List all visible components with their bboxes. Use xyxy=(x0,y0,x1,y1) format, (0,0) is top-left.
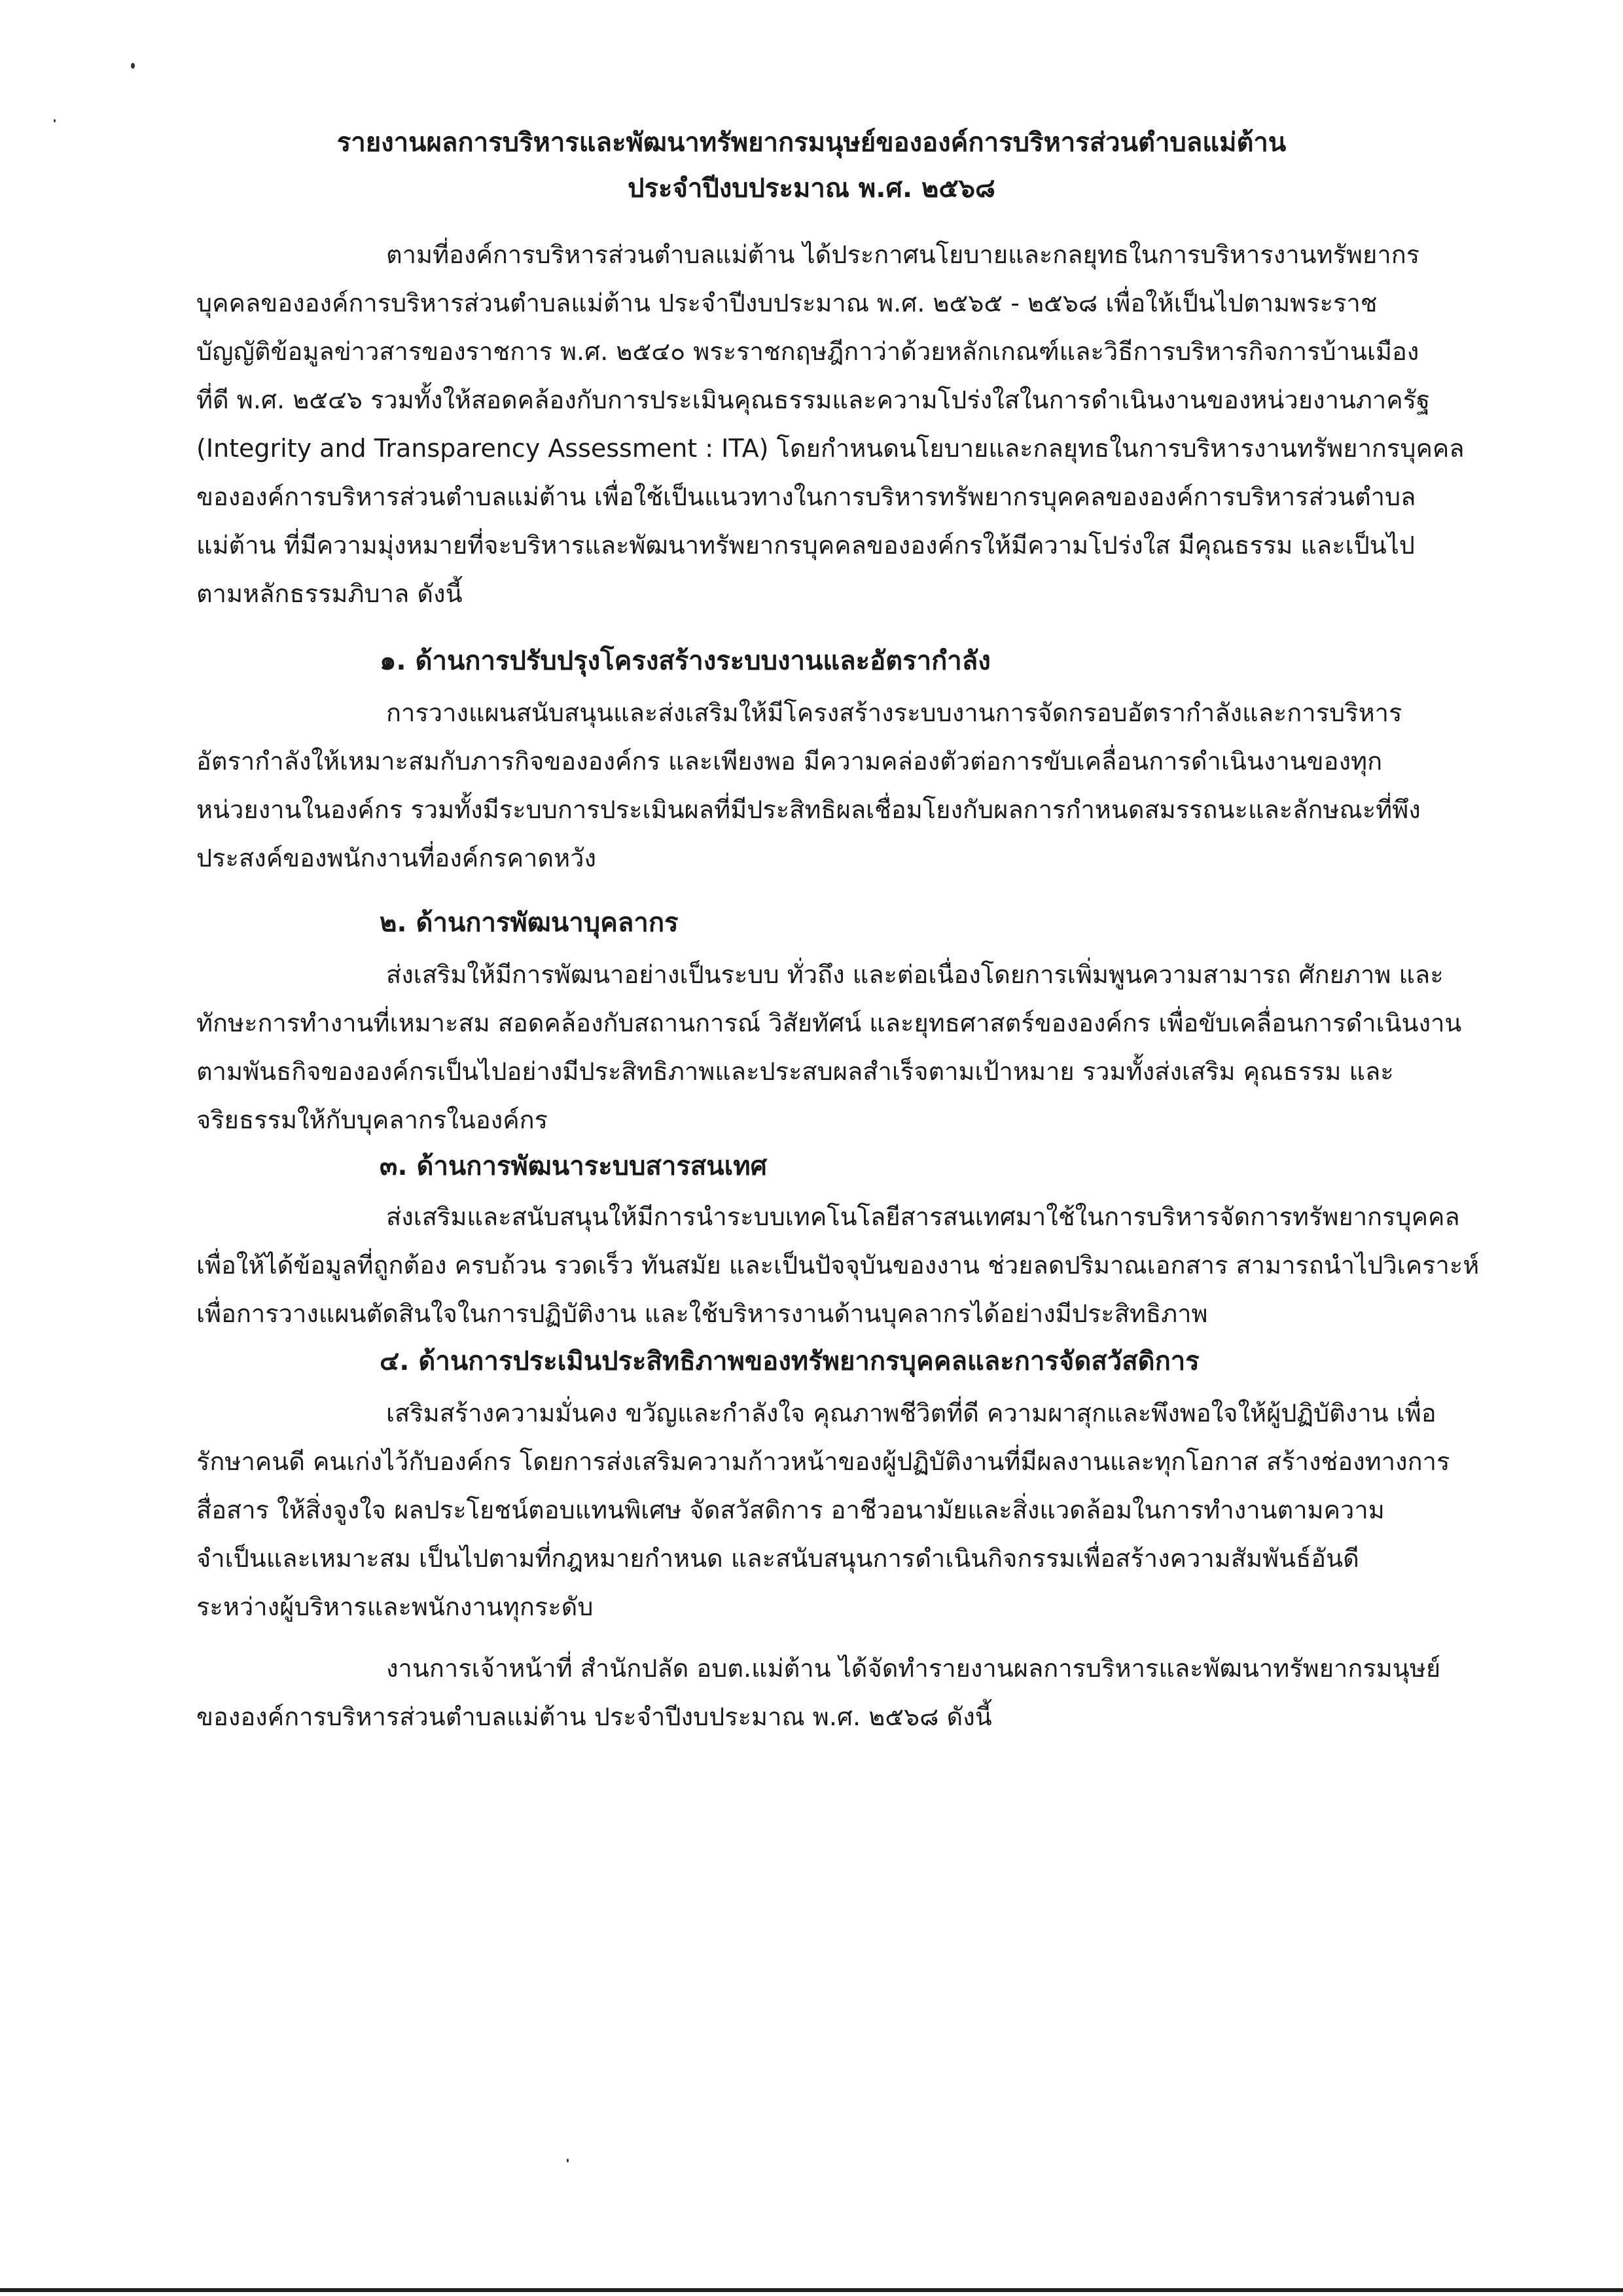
section-line: ส่งเสริมให้มีการพัฒนาอย่างเป็นระบบ ทั่วถึง และต่อเนื่องโดยการเพิ่มพูนความสามารถ ศักยภาพ และ xyxy=(386,960,1444,989)
section-line: อัตรากำลังให้เหมาะสมกับภารกิจขององค์กร และเพียงพอ มีความคล่องตัวต่อการขับเคลื่อนการดำเนินงานของทุก xyxy=(196,747,1383,776)
scan-speck xyxy=(54,119,56,122)
section-4-body xyxy=(196,1389,1492,1631)
closing-line: งานการเจ้าหน้าที่ สำนักปลัด อบต.แม่ต้าน ได้จัดทำรายงานผลการบริหารและพัฒนาทรัพยากรมนุษย์ xyxy=(386,1654,1441,1683)
section-3-body xyxy=(196,1193,1492,1338)
section-line: จำเป็นและเหมาะสม เป็นไปตามที่กฎหมายกำหนด และสนับสนุนการดำเนินกิจกรรมเพื่อสร้างความสัมพันธ์อันดี xyxy=(196,1544,1359,1573)
section-1-body xyxy=(196,689,1492,882)
section-line: รักษาคนดี คนเก่งไว้กับองค์กร โดยการส่งเสริมความก้าวหน้าของผู้ปฏิบัติงานที่มีผลงานและทุกโอกาส สร้างช่องทางการ xyxy=(196,1447,1450,1476)
section-line: เพื่อการวางแผนตัดสินใจในการปฏิบัติงาน และใช้บริหารงานด้านบุคลากรได้อย่างมีประสิทธิภาพ xyxy=(196,1299,1208,1328)
intro-line: ที่ดี พ.ศ. ๒๕๔๖ รวมทั้งให้สอดคล้องกับการประเมินคุณธรรมและความโปร่งใสในการดำเนินงานของหน่วยงานภาครัฐ xyxy=(196,386,1431,414)
scan-bottom-edge xyxy=(0,2288,1623,2292)
section-line: ตามพันธกิจขององค์กรเป็นไปอย่างมีประสิทธิภาพและประสบผลสำเร็จตามเป้าหมาย รวมทั้งส่งเสริม คุณธรรม และ xyxy=(196,1057,1394,1086)
intro-line: แม่ต้าน ที่มีความมุ่งหมายที่จะบริหารและพัฒนาทรัพยากรบุคคลขององค์กรให้มีความโปร่งใส มีคุณธรรม และเป็นไป xyxy=(196,531,1415,560)
intro-line: ตามหลักธรรมภิบาล ดังนี้ xyxy=(196,579,463,608)
section-line: ระหว่างผู้บริหารและพนักงานทุกระดับ xyxy=(196,1592,594,1621)
closing-paragraph xyxy=(196,1644,1492,1741)
document-title-line-2: ประจำปีงบประมาณ พ.ศ. ๒๕๖๘ xyxy=(628,173,995,204)
section-line: เพื่อให้ได้ข้อมูลที่ถูกต้อง ครบถ้วน รวดเร็ว ทันสมัย และเป็นปัจจุบันของงาน ช่วยลดปริมาณเอกสาร สามารถนำไปวิเคราะห์ xyxy=(196,1251,1480,1280)
intro-line: บุคคลขององค์การบริหารส่วนตำบลแม่ต้าน ประจำปีงบประมาณ พ.ศ. ๒๕๖๕ - ๒๕๖๘ เพื่อให้เป็นไปตามพระราช xyxy=(196,289,1378,317)
section-line: การวางแผนสนับสนุนและส่งเสริมให้มีโครงสร้างระบบงานการจัดกรอบอัตรากำลังและการบริหาร xyxy=(386,698,1402,727)
section-2-heading: ๒. ด้านการพัฒนาบุคลากร xyxy=(380,908,679,938)
scan-speck xyxy=(131,63,135,69)
intro-line: ตามที่องค์การบริหารส่วนตำบลแม่ต้าน ได้ประกาศนโยบายและกลยุทธในการบริหารงานทรัพยากร xyxy=(386,240,1420,269)
section-line: ทักษะการทำงานที่เหมาะสม สอดคล้องกับสถานการณ์ วิสัยทัศน์ และยุทธศาสตร์ขององค์กร เพื่อขับเคลื่อนการดำเนินงาน xyxy=(196,1009,1462,1037)
closing-line: ขององค์การบริหารส่วนตำบลแม่ต้าน ประจำปีงบประมาณ พ.ศ. ๒๕๖๘ ดังนี้ xyxy=(196,1702,992,1731)
section-1-heading: ๑. ด้านการปรับปรุงโครงสร้างระบบงานและอัตรากำลัง xyxy=(380,646,991,676)
intro-line: ขององค์การบริหารส่วนตำบลแม่ต้าน เพื่อใช้เป็นแนวทางในการบริหารทรัพยากรบุคคลขององค์การบริหารส่วนตำบล xyxy=(196,482,1416,511)
intro-line: (Integrity and Transparency Assessment : ITA) โดยกำหนดนโยบายและกลยุทธในการบริหารงานทรัพยากรบุคคล xyxy=(196,434,1465,463)
section-4-heading: ๔. ด้านการประเมินประสิทธิภาพของทรัพยากรบุคคลและการจัดสวัสดิการ xyxy=(380,1346,1200,1376)
section-line: ประสงค์ของพนักงานที่องค์กรคาดหวัง xyxy=(196,844,597,872)
section-line: จริยธรรมให้กับบุคลากรในองค์กร xyxy=(196,1105,548,1134)
document-title-line-1: รายงานผลการบริหารและพัฒนาทรัพยากรมนุษย์ขององค์การบริหารส่วนตำบลแม่ต้าน xyxy=(336,128,1287,158)
section-2-body xyxy=(196,950,1492,1144)
section-line: ส่งเสริมและสนับสนุนให้มีการนำระบบเทคโนโลยีสารสนเทศมาใช้ในการบริหารจัดการทรัพยากรบุคคล xyxy=(386,1202,1460,1231)
section-3-heading: ๓. ด้านการพัฒนาระบบสารสนเทศ xyxy=(380,1151,768,1181)
section-line: หน่วยงานในองค์กร รวมทั้งมีระบบการประเมินผลที่มีประสิทธิผลเชื่อมโยงกับผลการกำหนดสมรรถนะและลักษณะที่พึง xyxy=(196,795,1421,824)
section-line: สื่อสาร ให้สิ่งจูงใจ ผลประโยชน์ตอบแทนพิเศษ จัดสวัสดิการ อาชีวอนามัยและสิ่งแวดล้อมในการทำงานตามความ xyxy=(196,1496,1385,1524)
intro-line: บัญญัติข้อมูลข่าวสารของราชการ พ.ศ. ๒๕๔๐ พระราชกฤษฎีกาว่าด้วยหลักเกณฑ์และวิธีการบริหารกิจการบ้านเมือง xyxy=(196,337,1419,366)
section-line: เสริมสร้างความมั่นคง ขวัญและกำลังใจ คุณภาพชีวิตที่ดี ความผาสุกและพึงพอใจให้ผู้ปฏิบัติงาน เพื่อ xyxy=(386,1399,1436,1427)
intro-paragraph xyxy=(196,230,1492,618)
scan-speck xyxy=(567,2159,569,2162)
